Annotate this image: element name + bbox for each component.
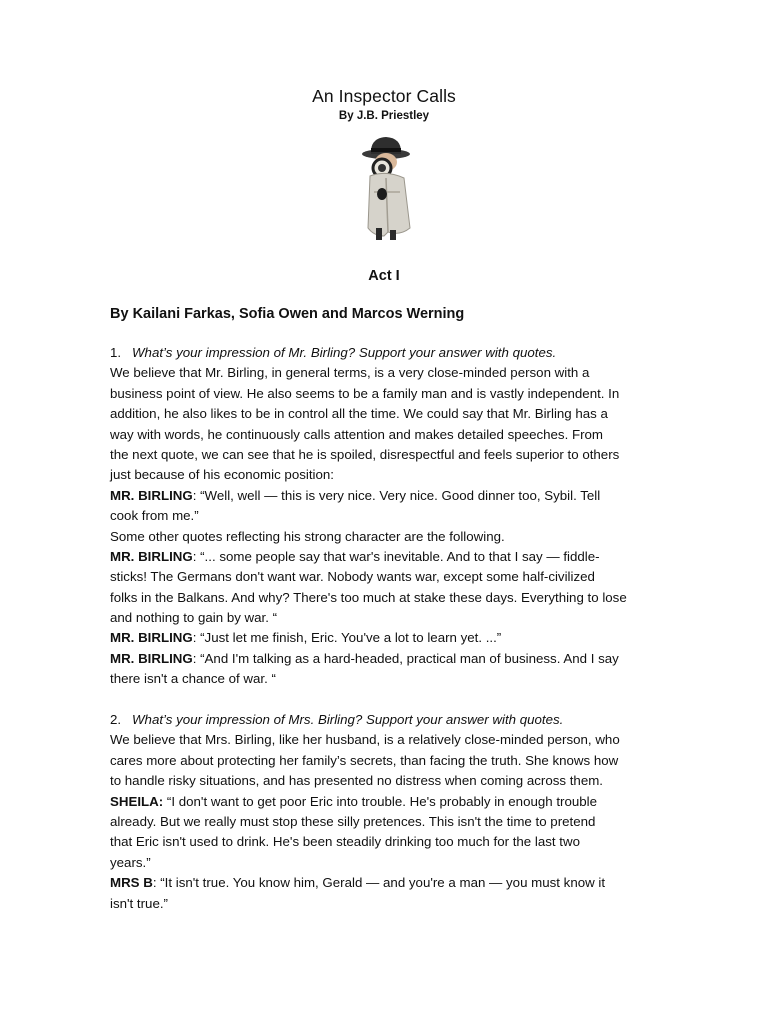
quote-line: years.” [110,854,151,870]
act-heading: Act I [368,268,400,284]
question-text: What’s your impression of Mr. Birling? Support your answer with quotes. [132,345,557,360]
question-number: 1. [110,345,122,360]
speaker: MR. BIRLING [110,548,193,564]
paragraph-line: business point of view. He also seems to be a family man and is vastly independent. In [110,385,620,401]
paragraph-line: We believe that Mr. Birling, in general terms, is a very close-minded person with a [110,365,590,381]
detective-illustration [340,132,426,242]
quote-line [110,873,670,893]
speaker: SHEILA: [110,793,164,809]
speaker: MRS B [110,875,153,891]
quote-line [110,486,670,506]
paragraph-line: way with words, he continuously calls attention and makes detailed speeches. From [110,426,603,442]
quote-text: : “And I'm talking as a hard-headed, practical man of business. And I say [192,650,619,666]
authors-heading: By Kailani Farkas, Sofia Owen and Marcos Werning [110,306,465,322]
quote-text: : “It isn't true. You know him, Gerald — and you're a man — you must know it [152,875,606,891]
quote-text: : “... some people say that war's inevitable. And to that I say — fiddle- [192,548,600,564]
quote-line: isn't true.” [110,895,168,911]
paragraph-line: Some other quotes reflecting his strong character are the following. [110,528,505,544]
byline: By J.B. Priestley [338,110,430,122]
speaker: MR. BIRLING [110,630,193,646]
document-title: An Inspector Calls [312,86,456,106]
paragraph-line: to handle risky situations, and has presented no distress when coming across them. [110,773,603,789]
quote-line: there isn't a chance of war. “ [110,671,276,687]
paragraph-line: just because of his economic position: [110,467,334,483]
question-2 [110,710,670,730]
quote-line [110,792,670,812]
question-text: What’s your impression of Mrs. Birling? Support your answer with quotes. [132,712,564,728]
quote-line: that Eric isn't used to drink. He's been steadily drinking too much for the last two [110,834,580,850]
question-1 [110,343,670,363]
quote-text: “I don't want to get poor Eric into trouble. He's probably in enough trouble [163,793,597,809]
quote-line: already. But we really must stop these silly pretences. This isn't the time to pretend [110,813,596,829]
document-body [110,343,670,914]
quote-line [110,649,670,669]
paragraph-line: We believe that Mrs. Birling, like her husband, is a relatively close-minded person, who [110,732,620,748]
paragraph-line: addition, he also likes to be in control all the time. We could say that Mr. Birling has a [110,406,608,422]
quote-line: cook from me.” [110,508,199,524]
quote-line [110,628,670,648]
quote-line [110,547,670,567]
speaker: MR. BIRLING [110,487,193,503]
quote-text: : “Just let me finish, Eric. You've a lot to learn yet. ...” [192,630,502,646]
spacer [110,690,670,710]
speaker: MR. BIRLING [110,650,193,666]
quote-line: folks in the Balkans. And why? There's too much at stake these days. Everything to lose [110,589,627,605]
quote-line: and nothing to gain by war. “ [110,610,278,626]
quote-line: sticks! The Germans don't want war. Nobody wants war, except some half-civilized [110,569,595,585]
question-number: 2. [110,712,122,728]
quote-text: : “Well, well — this is very nice. Very nice. Good dinner too, Sybil. Tell [192,487,601,503]
paragraph-line: cares more about protecting her family’s secrets, than facing the truth. She knows how [110,752,619,768]
paragraph-line: the next quote, we can see that he is spoiled, disrespectful and feels superior to others [110,446,620,462]
